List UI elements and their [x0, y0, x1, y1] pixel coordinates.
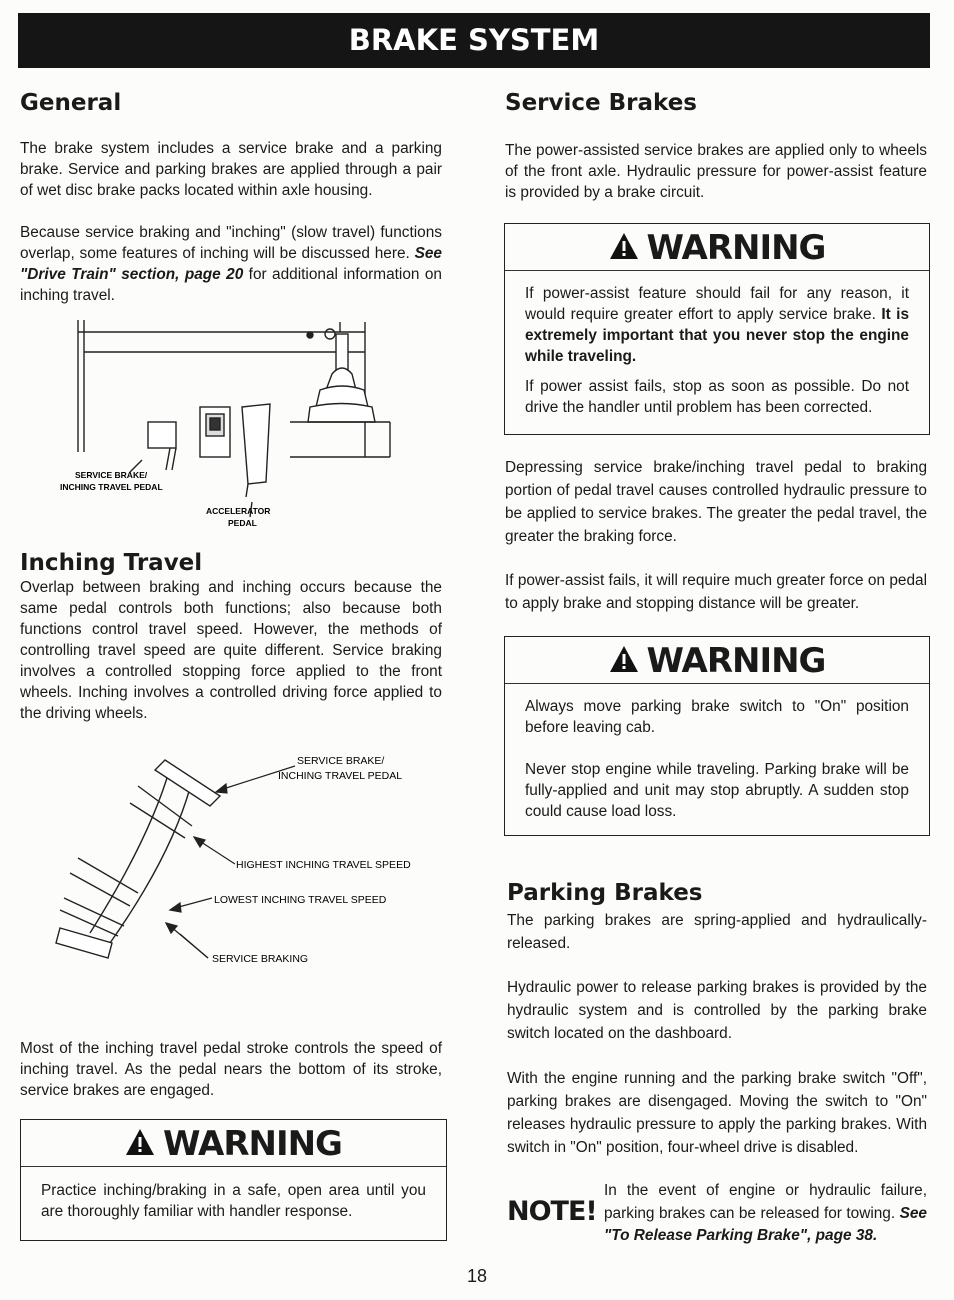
parking-brake-reference: See "To Release Parking Brake", page 38. — [604, 1204, 927, 1244]
warning-box-inching — [20, 1119, 447, 1241]
general-p2-text-end: for additional information on inching travel. — [20, 266, 442, 304]
page-number: 18 — [466, 1266, 488, 1286]
warning-power-assist-text-2: If power assist fails, stop as soon as possible. Do not drive the handler until problem has been corrected. — [525, 378, 909, 416]
warning-header — [505, 224, 929, 271]
warning-power-assist-text-1 — [525, 283, 909, 367]
warning-title: WARNING — [163, 1124, 342, 1164]
fig1-label-service-2: INCHING TRAVEL PEDAL — [60, 482, 163, 492]
warning-title: WARNING — [646, 228, 826, 268]
drive-train-reference: See "Drive Train" section, page 20 — [20, 245, 442, 283]
warning-title: WARNING — [646, 641, 826, 681]
power-assist-fail-paragraph: If power-assist fails, it will require much greater force on pedal to apply brake and stopping distance will be greater. — [505, 572, 927, 612]
warning-box-power-assist — [504, 223, 930, 435]
warning-parking-text-1: Always move parking brake switch to "On" position before leaving cab. — [525, 698, 909, 736]
warning-triangle-icon — [609, 644, 639, 674]
depress-paragraph: Depressing service brake/inching travel pedal to braking portion of pedal travel causes controlled hydraulic pressure to be applied to service brakes. The greater the pedal travel, the greater the braking force. — [505, 459, 927, 545]
fig2-label-pedal-2: INCHING TRAVEL PEDAL — [278, 770, 403, 782]
general-p2-text: Because service braking and "inching" (slow travel) functions overlap, some features of inching will be discussed here. — [20, 224, 442, 262]
warning-inching-text: Practice inching/braking in a safe, open area until you are thoroughly familiar with handler response. — [41, 1182, 426, 1220]
pedals-illustration — [20, 312, 450, 534]
fig1-label-accel-2: PEDAL — [228, 518, 257, 528]
warning-triangle-icon — [125, 1127, 155, 1157]
general-paragraph-1: The brake system includes a service brake and a parking brake. Service and parking brakes are applied through a pair of wet disc brake packs located within axle housing. — [20, 140, 442, 199]
page-banner: BRAKE SYSTEM — [18, 13, 930, 68]
service-brakes-paragraph: The power-assisted service brakes are applied only to wheels of the front axle. Hydraulic pressure for power-assist feature is provided by a brake circuit. — [505, 142, 927, 201]
warning-box-parking — [504, 636, 930, 836]
note-text — [604, 1180, 927, 1248]
fig2-label-low: LOWEST INCHING TRAVEL SPEED — [214, 894, 387, 906]
warning-text: If power-assist feature should fail for any reason, it would require greater effort to apply service brake. — [525, 285, 909, 323]
service-brakes-heading: Service Brakes — [505, 90, 697, 116]
note-label: NOTE! — [507, 1196, 597, 1227]
note-body: In the event of engine or hydraulic failure, parking brakes can be released for towing. — [604, 1182, 927, 1222]
fig2-label-brake: SERVICE BRAKING — [212, 953, 309, 965]
general-heading: General — [20, 90, 122, 116]
warning-header — [505, 637, 929, 684]
warning-parking-text-2: Never stop engine while traveling. Parking brake will be fully-applied and unit may stop abruptly. A sudden stop could cause load loss. — [525, 761, 909, 820]
fig2-label-pedal-1: SERVICE BRAKE/ — [297, 755, 385, 767]
parking-paragraph-1: The parking brakes are spring-applied and hydraulically-released. — [507, 912, 927, 952]
warning-header — [21, 1120, 446, 1167]
inching-heading: Inching Travel — [20, 550, 203, 576]
warning-triangle-icon — [609, 231, 639, 261]
pedal-travel-diagram — [20, 748, 450, 980]
fig1-label-service-1: SERVICE BRAKE/ — [75, 470, 148, 480]
warning-emphasis: It is extremely important that you never stop the engine while traveling. — [525, 306, 910, 365]
fig2-label-high: HIGHEST INCHING TRAVEL SPEED — [236, 859, 411, 871]
parking-paragraph-3: With the engine running and the parking brake switch "Off", parking brakes are disengaged. Moving the switch to "On" releases hydraulic pressure to apply the parking brakes. With switch in "On" position, four-wheel drive is disabled. — [507, 1070, 927, 1156]
parking-brakes-heading: Parking Brakes — [507, 880, 703, 906]
fig1-label-accel-1: ACCELERATOR — [206, 506, 271, 516]
parking-paragraph-2: Hydraulic power to release parking brakes is provided by the hydraulic system and is controlled by the parking brake switch located on the dashboard. — [507, 979, 927, 1042]
inching-paragraph: Overlap between braking and inching occurs because the same pedal controls both functions; also because both functions control travel speed. However, the methods of controlling travel speed are quite different. Service braking involves a controlled stopping force applied to the front wheels. Inching involves a controlled driving force applied to the driving wheels. — [20, 579, 442, 722]
general-paragraph-2 — [20, 222, 442, 306]
stroke-paragraph: Most of the inching travel pedal stroke controls the speed of inching travel. As the pedal nears the bottom of its stroke, service brakes are engaged. — [20, 1040, 442, 1099]
